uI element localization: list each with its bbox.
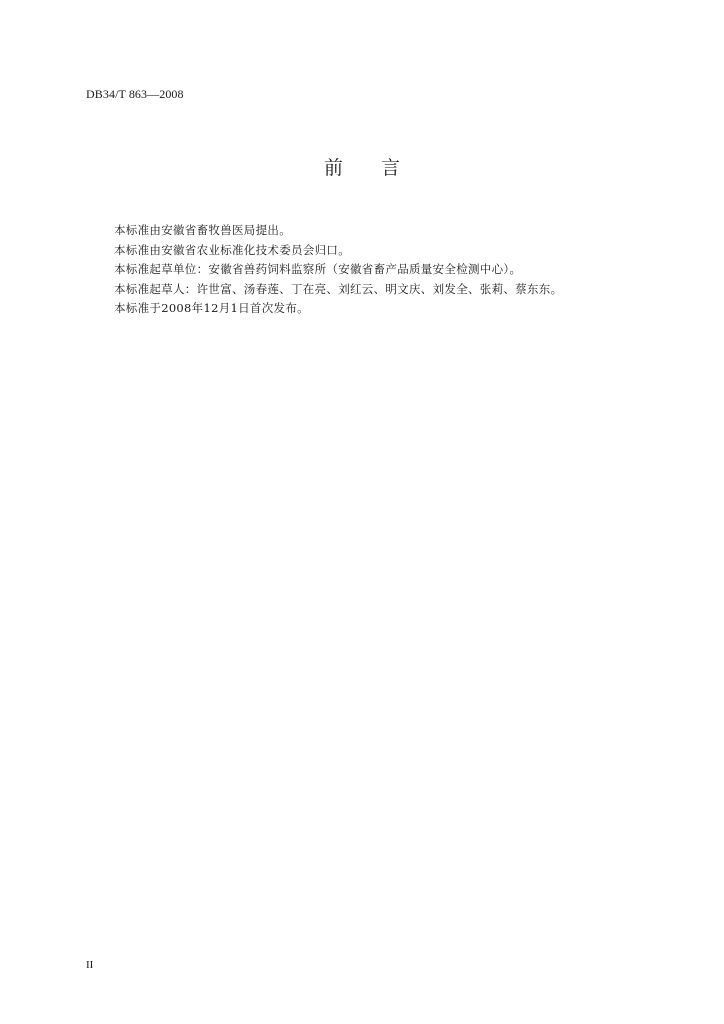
- foreword-body: [114, 221, 674, 319]
- paragraph-drafters: 本标准起草人：许世富、汤春莲、丁在亮、刘红云、明文庆、刘发全、张莉、蔡东东。: [114, 281, 563, 296]
- paragraph-proposer: 本标准由安徽省畜牧兽医局提出。: [114, 223, 291, 237]
- standard-number-header: DB34/T 863—2008: [86, 87, 184, 101]
- paragraph-release-date: 本标准于2008年12月1日首次发布。: [114, 301, 309, 316]
- paragraph-committee: 本标准由安徽省农业标准化技术委员会归口。: [114, 242, 350, 257]
- page-number: II: [86, 959, 94, 971]
- page-title: 前 言: [323, 157, 400, 179]
- paragraph-drafting-unit: 本标准起草单位：安徽省兽药饲料监察所（安徽省畜产品质量安全检测中心）。: [114, 262, 522, 277]
